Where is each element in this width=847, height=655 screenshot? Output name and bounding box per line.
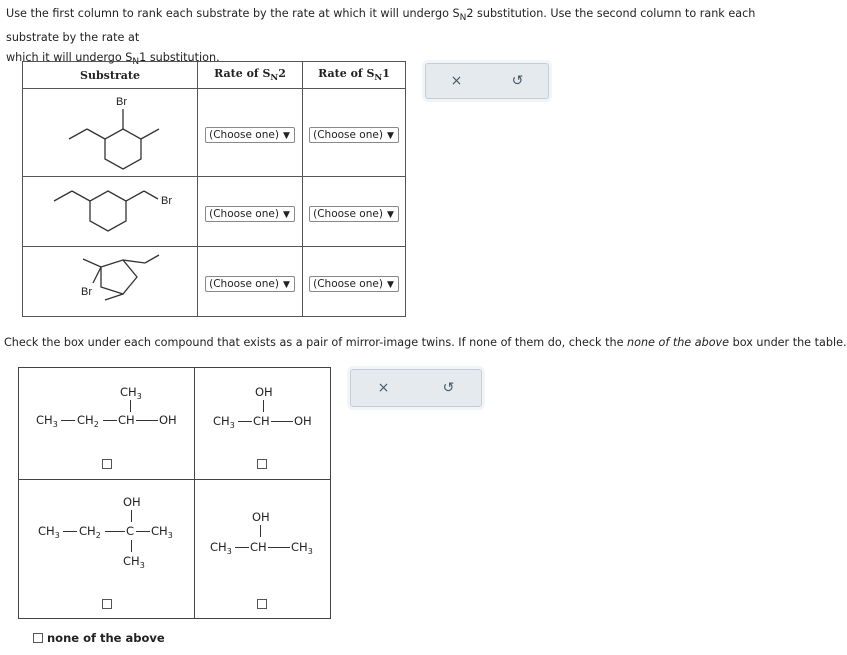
c3-top: OH <box>123 495 141 509</box>
c3-ch3: $CH_3$ <box>38 524 60 540</box>
c1-ch2: $CH_2$ <box>77 413 99 429</box>
compound-3-cell <box>19 480 195 619</box>
compound-2-checkbox[interactable] <box>257 459 267 469</box>
c4-top: OH <box>252 510 270 524</box>
compound-1-checkbox[interactable] <box>102 459 112 469</box>
header-sn1: Rate of $S_N1$ <box>303 62 406 89</box>
substrate-2 <box>23 177 198 247</box>
c3-ch2: $CH_2$ <box>79 524 101 540</box>
undo-icon[interactable]: ↺ <box>442 380 455 396</box>
action-box-2 <box>350 369 482 407</box>
sn2-cell-2 <box>198 177 303 247</box>
header-substrate: Substrate <box>23 62 198 89</box>
substrate-3 <box>23 247 198 317</box>
c2-top: OH <box>255 385 273 399</box>
substrate-2-structure <box>23 177 197 246</box>
close-icon[interactable]: × <box>450 73 463 89</box>
sn1-cell-3 <box>303 247 406 317</box>
none-of-above[interactable] <box>33 631 165 645</box>
dropdown-arrow-icon: ▼ <box>386 209 394 220</box>
c1-top: $CH_3$ <box>120 385 142 401</box>
c3-bottom: $CH_3$ <box>123 554 145 570</box>
compound-3-checkbox[interactable] <box>102 599 112 609</box>
c1-ch3: $CH_3$ <box>36 413 58 429</box>
sn2-cell-1 <box>198 89 303 177</box>
undo-icon[interactable]: ↺ <box>511 73 524 89</box>
substrate-1-structure <box>23 89 197 176</box>
close-icon[interactable]: × <box>377 380 390 396</box>
substrate-3-structure <box>23 247 197 316</box>
question-2-text: Check the box under each compound that exists as a pair of mirror-image twins. If none of them do, check the none of the above box under the table. <box>4 336 847 349</box>
sn1-select-2[interactable]: (Choose one) ▼ <box>309 206 399 222</box>
none-of-above-checkbox[interactable] <box>33 633 43 643</box>
compound-2-cell <box>195 368 331 480</box>
c4-center: CH <box>250 540 267 554</box>
dropdown-arrow-icon: ▼ <box>386 279 394 290</box>
dropdown-arrow-icon: ▼ <box>282 130 290 141</box>
sn1-cell-2 <box>303 177 406 247</box>
compound-4-checkbox[interactable] <box>257 599 267 609</box>
c4-ch3: $CH_3$ <box>210 540 232 556</box>
sn1-select-3[interactable]: (Choose one) ▼ <box>309 276 399 292</box>
c2-oh: OH <box>294 414 312 428</box>
substrate-1 <box>23 89 198 177</box>
c2-ch3: $CH_3$ <box>213 414 235 430</box>
dropdown-arrow-icon: ▼ <box>282 209 290 220</box>
c3-center: C <box>126 524 135 538</box>
ranking-table <box>22 61 406 317</box>
substrate-1-br: Br <box>116 96 127 108</box>
substrate-3-br: Br <box>81 286 92 298</box>
compound-1-cell <box>19 368 195 480</box>
c1-oh: OH <box>159 413 177 427</box>
compound-table <box>18 367 331 619</box>
c4-right: $CH_3$ <box>291 540 313 556</box>
none-of-above-label: none of the above <box>47 631 165 645</box>
compound-4-cell <box>195 480 331 619</box>
c1-center: CH <box>118 413 135 427</box>
dropdown-arrow-icon: ▼ <box>386 130 394 141</box>
header-sn2: Rate of $S_N2$ <box>198 62 303 89</box>
dropdown-arrow-icon: ▼ <box>282 279 290 290</box>
substrate-2-br: Br <box>161 195 172 207</box>
c2-center: CH <box>253 414 270 428</box>
sn2-select-2[interactable]: (Choose one) ▼ <box>205 206 295 222</box>
action-box-1 <box>425 63 549 99</box>
sn2-select-1[interactable]: (Choose one) ▼ <box>205 127 295 143</box>
c3-right: $CH_3$ <box>151 524 173 540</box>
sn2-select-3[interactable]: (Choose one) ▼ <box>205 276 295 292</box>
instruction-line-2: which it will undergo $S_N1$ substitution. <box>6 51 220 67</box>
sn1-select-1[interactable]: (Choose one) ▼ <box>309 127 399 143</box>
sn1-cell-1 <box>303 89 406 177</box>
sn2-cell-3 <box>198 247 303 317</box>
instruction-line-1: Use the first column to rank each substrate by the rate at which it will undergo $S_N2$ substitution. Use the second column to rank each substrate by the rate at <box>6 7 756 44</box>
